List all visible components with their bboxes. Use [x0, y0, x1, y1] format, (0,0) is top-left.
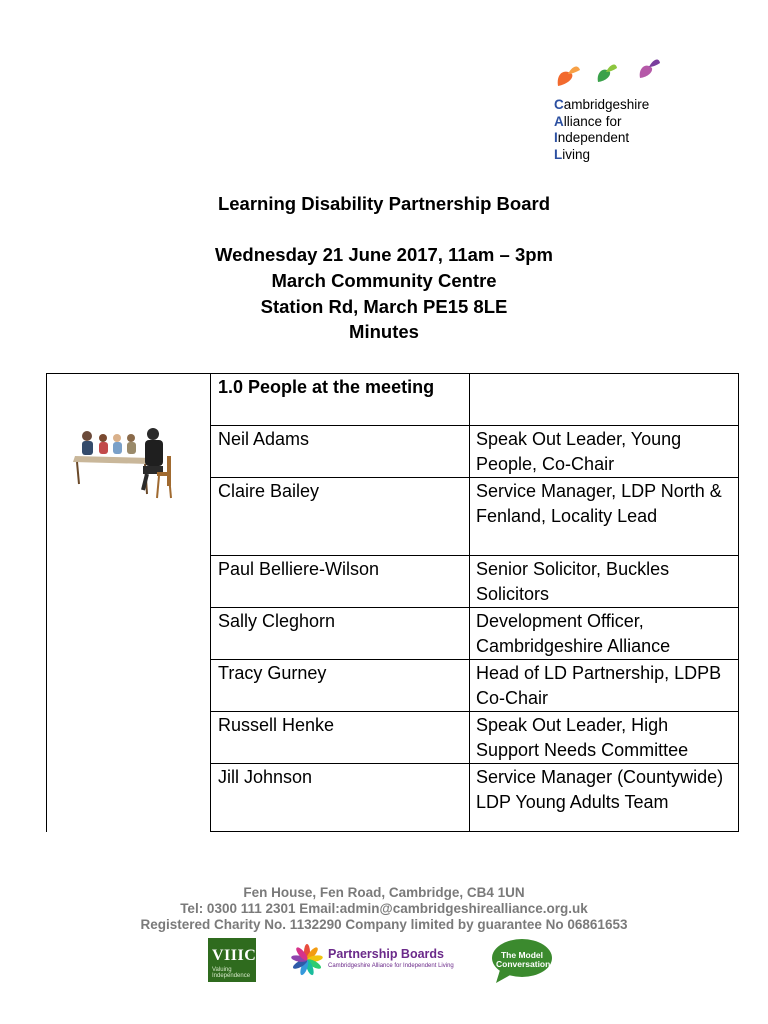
- partnership-boards-subtitle: Cambridgeshire Alliance for Independent Living: [328, 963, 454, 969]
- meeting-address: Station Rd, March PE15 8LE: [260, 296, 508, 317]
- attendee-role: Service Manager (Countywide) LDP Young Adults Team: [470, 764, 739, 832]
- logo-text: [554, 97, 684, 163]
- header-empty-cell: [470, 374, 739, 426]
- partnership-boards-logo: [290, 942, 454, 978]
- document-title: Learning Disability Partnership Board: [217, 193, 551, 214]
- footer-contact: Tel: 0300 111 2301 Email:admin@cambridgeshirealliance.org.uk: [180, 901, 588, 916]
- illustration-cell: [47, 374, 211, 832]
- section-heading: 1.0 People at the meeting: [211, 374, 470, 426]
- attendee-name: Neil Adams: [211, 426, 470, 478]
- logo-line: Independent: [554, 130, 630, 145]
- organisation-logo: [554, 52, 684, 163]
- attendee-role: Development Officer, Cambridgeshire Alliance: [470, 608, 739, 660]
- attendee-name: Jill Johnson: [211, 764, 470, 832]
- footer-registration: Registered Charity No. 1132290 Company limited by guarantee No 06861653: [140, 917, 628, 932]
- partnership-boards-title: Partnership Boards: [328, 947, 445, 961]
- model-conversation-text: The Model Conversation: [496, 950, 551, 969]
- logo-line: Cambridgeshire: [554, 97, 650, 112]
- attendee-role: Head of LD Partnership, LDPB Co-Chair: [470, 660, 739, 712]
- meeting-illustration-icon: [73, 426, 185, 516]
- vimc-logo: [208, 938, 256, 982]
- logo-line: Alliance for: [554, 113, 622, 129]
- attendee-name: Tracy Gurney: [211, 660, 470, 712]
- model-conversation-logo: [490, 938, 554, 984]
- attendee-name: Paul Belliere-Wilson: [211, 556, 470, 608]
- attendee-name: Claire Bailey: [211, 478, 470, 556]
- attendee-role: Senior Solicitor, Buckles Solicitors: [470, 556, 739, 608]
- attendee-name: Sally Cleghorn: [211, 608, 470, 660]
- attendee-role: Speak Out Leader, High Support Needs Committee: [470, 712, 739, 764]
- meeting-venue: March Community Centre: [271, 270, 497, 291]
- document-type: Minutes: [349, 321, 419, 342]
- attendee-role: Service Manager, LDP North & Fenland, Locality Lead: [470, 478, 739, 556]
- attendees-table: [46, 373, 739, 832]
- vimc-logo-mark: VIIIC: [212, 947, 257, 964]
- footer-address: Fen House, Fen Road, Cambridge, CB4 1UN: [243, 885, 525, 900]
- table-header-row: [47, 374, 739, 426]
- meeting-date: Wednesday 21 June 2017, 11am – 3pm: [215, 244, 553, 265]
- logo-line: Living: [554, 146, 591, 162]
- attendee-role: Speak Out Leader, Young People, Co-Chair: [470, 426, 739, 478]
- attendee-name: Russell Henke: [211, 712, 470, 764]
- butterflies-icon: [554, 52, 674, 90]
- starburst-icon: [290, 943, 324, 977]
- vimc-logo-tagline: Valuing Independence: [212, 967, 251, 979]
